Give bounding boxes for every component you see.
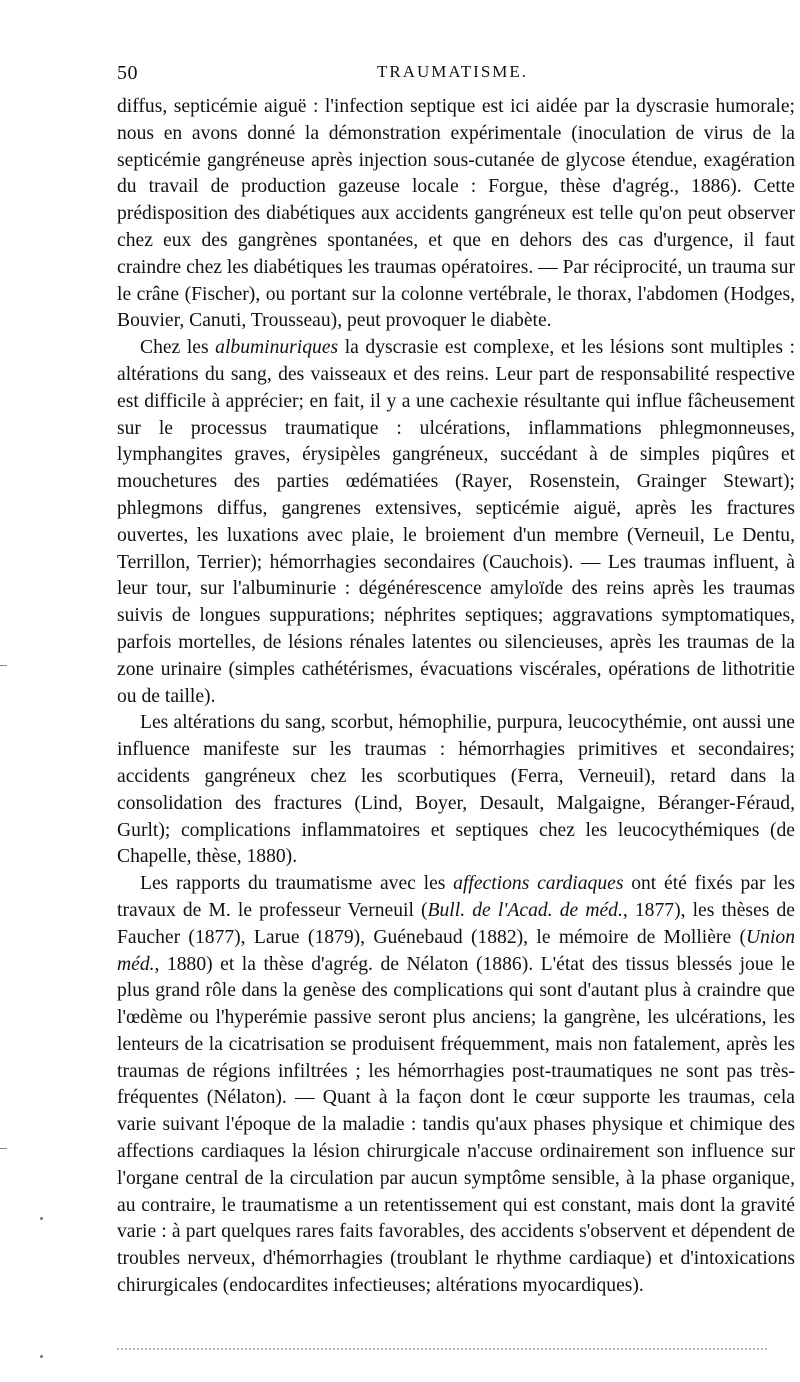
paragraph-blood-disorders-text: Les altérations du sang, scorbut, hémophilie, purpura, leucocythémie, ont aussi une influence manifeste sur les traumas : hémorrhagies primitives et secondaires; accidents gangréneux chez les scorbutiques (Ferra, Verneuil), retard dans la consolidation des fractures (Lind, Boyer, Desault, Malgaigne, Béranger-Féraud, Gurlt); complications inflammatoires et septiques chez les leucocythémiques (de Chapelle, thèse, 1880). <box>117 712 795 868</box>
running-title: TRAUMATISME. <box>377 62 529 81</box>
paragraph-albuminuria <box>117 335 795 710</box>
margin-dot <box>40 1355 43 1358</box>
bottom-dotted-rule <box>117 1348 767 1356</box>
paragraph-cardiac <box>117 871 795 1300</box>
paragraph-diabetes-text: diffus, septicémie aiguë : l'infection septique est ici aidée par la dyscrasie humorale; nous en avons donné la démonstration expérimentale (inoculation de virus de la septicémie gangréneuse après injection sous-cutanée de glycose étendue, exagération du travail de production gazeuse locale : Forgue, thèse d'agrég., 1886). Cette prédisposition des diabétiques aux accidents gangréneux est telle qu'on peut observer chez eux des gangrènes spontanées, et que en dehors des cas d'urgence, il faut craindre chez les diabétiques les traumas opératoires. — Par réciprocité, un trauma sur le crâne (Fischer), ou portant sur la colonne vertébrale, le thorax, l'abdomen (Hodges, Bouvier, Canuti, Trousseau), peut provoquer le diabète. <box>117 96 795 332</box>
running-head <box>117 62 767 86</box>
margin-tick <box>0 1148 7 1149</box>
paragraph-albuminuria-rest: la dyscrasie est complexe, et les lésions sont multiples : altérations du sang, des vaisseaux et des reins. Leur part de responsabilité respective est difficile à apprécier; en fait, il y a une cachexie résultante qui influe fâcheusement sur le processus traumatique : ulcérations, inflammations phlegmonneuses, lymphangites graves, érysipèles gangréneux, succédant à de simples piqûres et mouchetures des parties œdématiées (Rayer, Rosenstein, Grainger Stewart); phlegmons diffus, gangrenes extensives, septicémie aiguë, après les fractures ouvertes, les luxations avec plaie, le broiement d'un membre (Verneuil, Le Dentu, Terrillon, Terrier); hémorrhagies secondaires (Cauchois). — Les traumas influent, à leur tour, sur l'albuminurie : dégénérescence amyloïde des reins après les traumas suivis de longues suppurations; néphrites septiques; aggravations symptomatiques, parfois mortelles, de lésions rénales latentes ou silencieuses, après les traumas de la zone urinaire (simples cathétérismes, évacuations viscérales, opérations de lithotritie ou de taille). <box>117 337 796 707</box>
paragraph-cardiac-mid1: ont été fixés par les travaux de M. le professeur Verneuil ( <box>117 873 795 921</box>
margin-dot <box>40 1217 43 1220</box>
margin-tick <box>0 665 7 666</box>
paragraph-albuminuria-lead: Chez les <box>140 337 216 359</box>
term-affections-cardiaques: affections cardiaques <box>453 873 624 895</box>
paragraph-blood-disorders <box>117 710 795 871</box>
paragraph-cardiac-lead: Les rapports du traumatisme avec les <box>140 873 454 895</box>
citation-union-med: Union méd. <box>117 926 795 975</box>
paragraph-diabetes <box>117 94 795 335</box>
body-text <box>117 94 795 1300</box>
citation-bull-acad: Bull. de l'Acad. de méd. <box>427 899 623 921</box>
paragraph-cardiac-rest: , 1880) et la thèse d'agrég. de Nélaton (1886). L'état des tissus blessés joue le plus grand rôle dans la genèse des complications qui sont d'autant plus à craindre que l'œdème ou l'hyperémie passive seront plus anciens; la gangrène, les ulcérations, les lenteurs de la cicatrisation se produisent fréquemment, mais non fatalement, après les traumas de régions infiltrées ; les hémorrhagies post-traumatiques ne sont pas très-fréquentes (Nélaton). — Quant à la façon dont le cœur supporte les traumas, cela varie suivant l'époque de la maladie : tandis qu'aux phases physique et chimique des affections cardiaques la lésion chirurgicale n'accuse ordinairement son influence sur l'organe central de la circulation par aucun symptôme sensible, à la phase organique, au contraire, le traumatisme a un retentissement qui est constant, mais dont la gravité varie : à part quelques rares faits favorables, des accidents s'observent et dépendent de troubles nerveux, d'hémorrhagies (troublant le rhythme cardiaque) et d'intoxications chirurgicales (endocardites infectieuses; altérations myocardiques). <box>117 953 795 1297</box>
paragraph-cardiac-mid2: , 1877), les thèses de Faucher (1877), Larue (1879), Guénebaud (1882), le mémoire de Mollière ( <box>117 899 795 948</box>
term-albuminuriques: albuminuriques <box>215 337 339 359</box>
page-number: 50 <box>117 62 138 84</box>
